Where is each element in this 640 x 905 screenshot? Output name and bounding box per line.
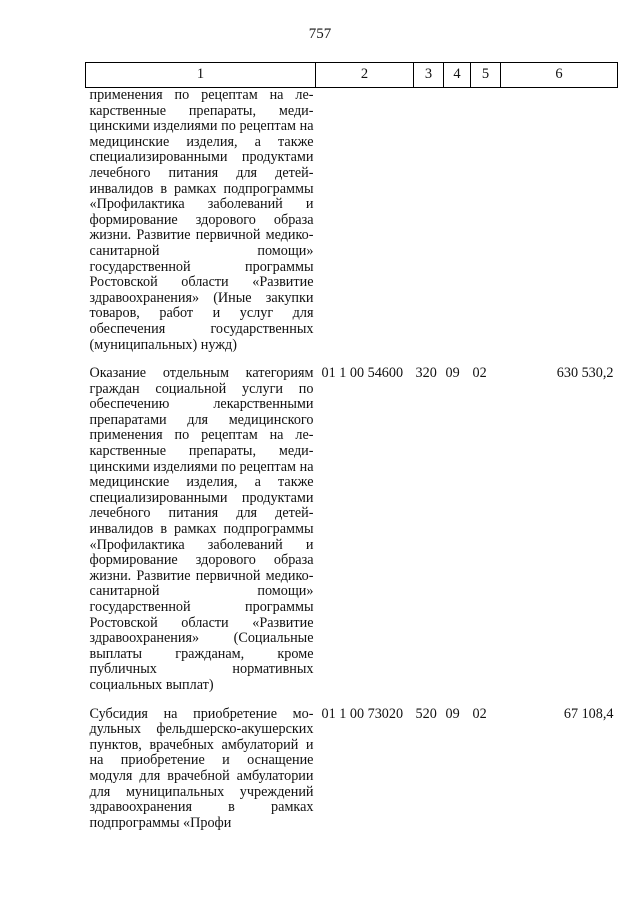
header-col-3: 3 <box>414 63 444 88</box>
row-expense-type: 320 <box>415 365 437 382</box>
table-row <box>86 353 618 693</box>
header-col-6: 6 <box>501 63 618 88</box>
row-amount: 630 530,2 <box>556 365 614 382</box>
row-section: 09 <box>445 705 460 722</box>
row-target-code: 01 1 00 54600 <box>321 365 404 382</box>
row-section: 09 <box>445 365 460 382</box>
row-target-code <box>316 88 414 354</box>
row-expense-type: 520 <box>415 705 437 722</box>
header-col-4: 4 <box>444 63 471 88</box>
table-row <box>86 694 618 832</box>
header-col-1: 1 <box>86 63 316 88</box>
row-description: Субсидия на приобретение модульных фельдшерско-акушерских пунктов, врачебных амбулаторий и на приобретение и оснащение модуля для врачебной амбулатории для муниципальных учреждений здравоохранения в рамках подпрограммы «Профи <box>89 705 314 831</box>
table-row <box>86 88 618 354</box>
row-description: применения по рецептам на лекарственные препараты, медицинскими изделиями по рецептам на медицинские изделия, а также специализированными продуктами лечебного питания для детей-инвалидов в рамках подпрограммы «Профилактика заболеваний и формирование здорового образа жизни. Развитие первичной медико-санитарной помощи» государственной программы Ростовской области «Развитие здравоохранения» (Иные закупки товаров, работ и услуг для обеспечения государственных (муниципальных) нужд) <box>89 87 314 353</box>
row-expense-type <box>414 88 444 354</box>
row-section <box>444 88 471 354</box>
header-col-5: 5 <box>471 63 501 88</box>
table-header-row <box>86 63 618 88</box>
row-subsection: 02 <box>472 705 487 722</box>
row-amount: 67 108,4 <box>563 705 614 722</box>
page-number: 757 <box>308 26 332 42</box>
budget-table <box>85 62 618 831</box>
row-description: Оказание отдельным категориям граждан социальной услуги по обеспечению лекарственными препаратами для медицинского применения по рецептам на лекарственные препараты, медицинскими изделиями по рецептам на медицинские изделия, а также специализированными продуктами лечебного питания для детей-инвалидов в рамках подпрограммы «Профилактика заболеваний и формирование здорового образа жизни. Развитие первичной медико-санитарной помощи» государственной программы Ростовской области «Развитие здравоохранения» (Социальные выплаты гражданам, кроме публичных нормативных социальных выплат) <box>89 365 314 693</box>
row-target-code: 01 1 00 73020 <box>321 705 404 722</box>
row-amount <box>501 88 618 354</box>
row-subsection <box>471 88 501 354</box>
header-col-2: 2 <box>316 63 414 88</box>
row-subsection: 02 <box>472 365 487 382</box>
